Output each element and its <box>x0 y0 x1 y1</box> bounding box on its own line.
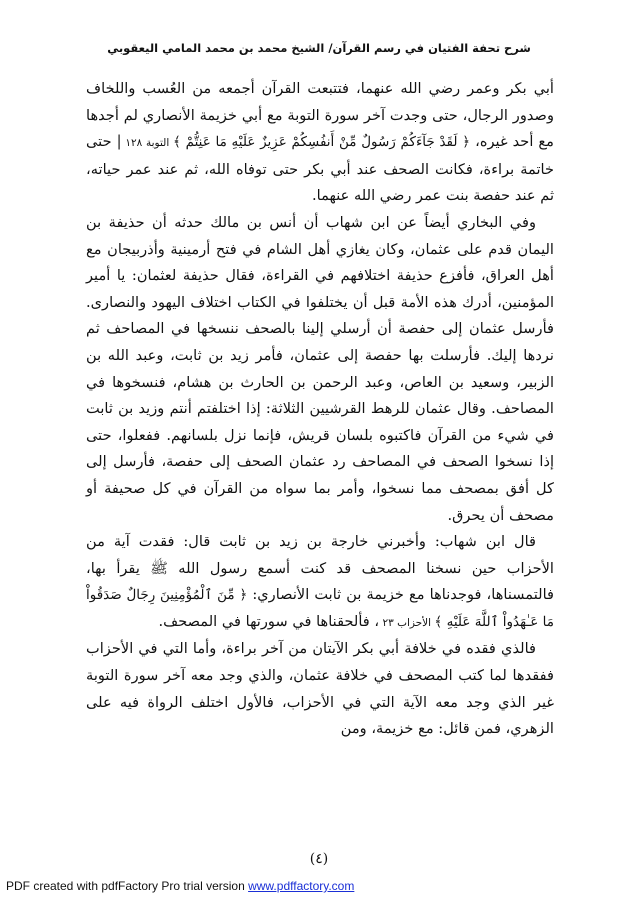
verse-reference-tawbah: التوبة ١٢٨ <box>121 137 173 150</box>
quran-verse-ahzab: ﴿ مِّنَ ٱلْمُؤْمِنِينَ رِجَالٌ صَدَقُواْ مَا عَـٰهَدُواْ ٱللَّهَ عَلَيْهِ ﴾ <box>86 587 554 630</box>
paragraph-3 <box>86 529 554 636</box>
paragraph-1-text-before: أبي بكر وعمر رضي الله عنهما، فتتبعت القرآن أجمعه من العُسب واللخاف وصدور الرجال، حتى وجدت آخر سورة التوبة مع أبي خزيمة الأنصاري لم أجدها مع أحد غيره، <box>86 80 555 151</box>
quran-verse-tawbah: ﴿ لَقَدْ جَآءَكُمْ رَسُولٌ مِّنْ أَنفُسِكُمْ عَزِيزٌ عَلَيْهِ مَا عَنِتُّمْ ﴾ <box>173 134 471 151</box>
page-number: (٤) <box>309 851 329 867</box>
paragraph-2: وفي البخاري أيضاً عن ابن شهاب أن أنس بن مالك حدثه أن حذيفة بن اليمان قدم على عثمان، وكان يغازي أهل الشام في فتح أرمينية وأذربيجان مع أهل العراق، فأفزع حذيفة اختلافهم في القراءة، فقال حذيفة لعثمان: يا أمير المؤمنين، أدرك هذه الأمة قبل أن يختلفوا في الكتاب اختلاف اليهود والنصارى. فأرسل عثمان إلى حفصة أن أرسلي إلينا بالصحف ننسخها في المصاحف ثم نردها إليك. فأرسلت بها حفصة إلى عثمان، فأمر زيد بن ثابت، وعبد الله بن الزبير، وسعيد بن العاص، وعبد الرحمن بن الحارث بن هشام، فنسخوها في المصاحف. وقال عثمان للرهط القرشيين الثلاثة: إذا اختلفتم أنتم وزيد بن ثابت في شيء من القرآن فاكتبوه بلسان قريش، فإنما نزل بلسانهم. ففعلوا، حتى إذا نسخوا الصحف في المصاحف رد عثمان الصحف إلى حفصة، فأرسل إلى كل أفق بمصحف مما نسخوا، وأمر بما سواه من القرآن في كل صحيفة أو مصحف أن يحرق. <box>86 213 554 524</box>
running-header: شرح تحفة الفتيان في رسم القرآن/ الشيخ محمد بن محمد المامي اليعقوبي <box>107 41 531 55</box>
paragraph-3-text-after: ، فألحقناها في سورتها في المصحف. <box>158 612 380 630</box>
paragraph-3-text-before: قال ابن شهاب: وأخبرني خارجة بن زيد بن ثابت قال: فقدت آية من الأحزاب حين نسخنا المصحف قد كنت أسمع رسول الله ﷺ يقرأ بها، فالتمسناها، فوجدناها مع خزيمة بن ثابت الأنصاري: <box>86 533 554 604</box>
pdffactory-link[interactable]: www.pdffactory.com <box>248 879 355 893</box>
verse-reference-ahzab: الأحزاب ٢٣ <box>379 616 435 629</box>
paragraph-1-text-after: | حتى خاتمة براءة، فكانت الصحف عند أبي بكر حتى توفاه الله، ثم عند عمر حياته، ثم عند حفصة بنت عمر رضي الله عنهما. <box>86 133 554 205</box>
footer-prefix: PDF created with pdfFactory Pro trial version <box>6 879 249 893</box>
paragraph-1 <box>86 76 554 210</box>
body-text <box>86 76 554 743</box>
paragraph-4: فالذي فقده في خلافة أبي بكر الآيتان من آخر براءة، وأما التي في الأحزاب ففقدها لما كتب المصحف في خلافة عثمان، والذي وجد معه آخر سورة التوبة غير الذي وجد معه الآية التي في الأحزاب، فالأول اختلف الرواة فيه على الزهري، فمن قائل: مع خزيمة، ومن <box>86 640 554 738</box>
pdf-footer <box>6 878 354 894</box>
